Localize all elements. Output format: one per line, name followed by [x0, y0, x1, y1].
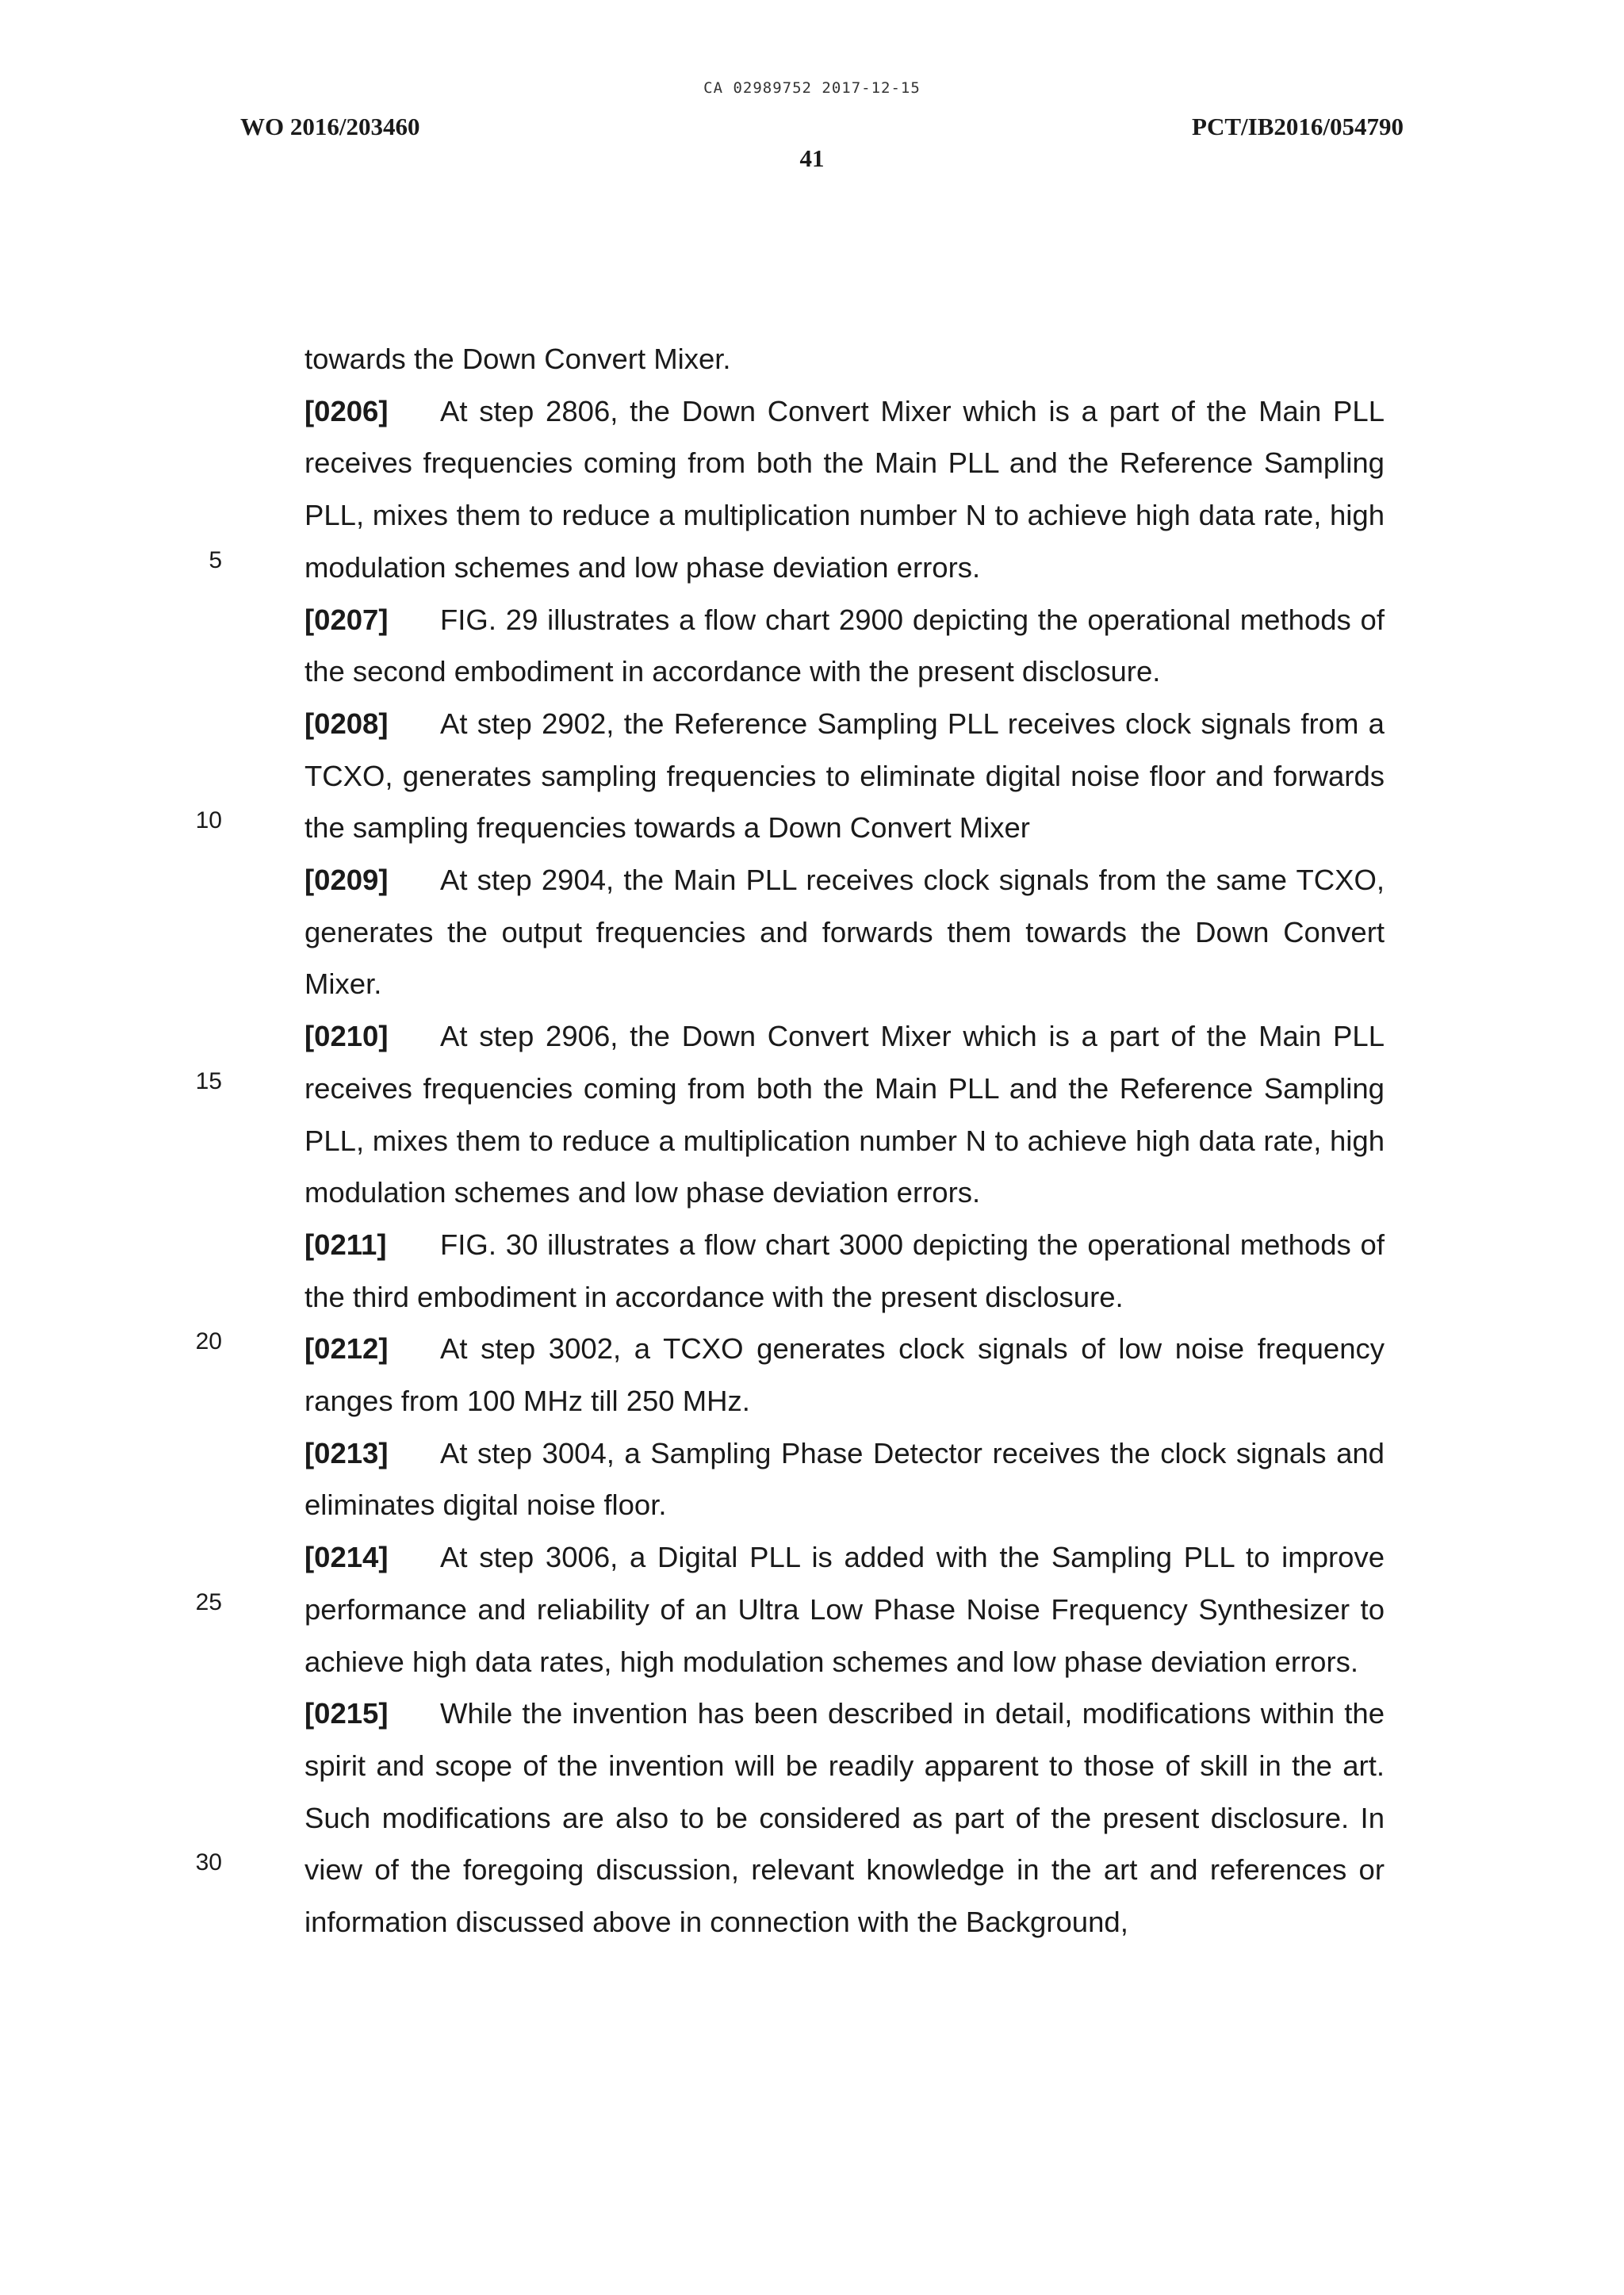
- paragraph-text: FIG. 29 illustrates a flow chart 2900 depicting the operational methods of the second embodiment in accordance with the present disclosure.: [304, 603, 1385, 688]
- line-number: 5: [209, 547, 222, 573]
- paragraph-text: While the invention has been described in detail, modifications within the spirit and scope of the invention will be readily apparent to those of skill in the art. Such modifications are also to be considered as part of the present disclosure. In view of the foregoing discussion, relevant knowledge in the art and references or information discussed above in connection with the Background,: [304, 1697, 1385, 1939]
- paragraph-0207: [304, 594, 1385, 698]
- paragraph-0209: [304, 854, 1385, 1010]
- paragraph-0211: [304, 1219, 1385, 1323]
- paragraph-number: [0208]: [304, 707, 389, 740]
- paragraph-number: [0207]: [304, 603, 389, 636]
- page-number: 41: [799, 144, 825, 172]
- paragraph-number: [0212]: [304, 1332, 389, 1366]
- line-number: 10: [195, 807, 222, 833]
- paragraph-continuation: [304, 333, 1385, 385]
- paragraph-text: At step 3006, a Digital PLL is added with the Sampling PLL to improve performance and reliability of an Ultra Low Phase Noise Frequency Synthesizer to achieve high data rates, high modulation schemes and low phase deviation errors.: [304, 1541, 1385, 1678]
- paragraph-0206: [304, 385, 1385, 594]
- paragraph-text: At step 2904, the Main PLL receives clock signals from the same TCXO, generates the output frequencies and forwards them towards the Down Convert Mixer.: [304, 864, 1385, 1001]
- description-body: [304, 333, 1385, 1948]
- line-number: 25: [195, 1589, 222, 1615]
- paragraph-text: At step 3004, a Sampling Phase Detector receives the clock signals and eliminates digital noise floor.: [304, 1436, 1385, 1522]
- paragraph-number: [0215]: [304, 1697, 389, 1730]
- paragraph-text: At step 3002, a TCXO generates clock signals of low noise frequency ranges from 100 MHz till 250 MHz.: [304, 1332, 1385, 1418]
- publication-number: WO 2016/203460: [240, 113, 420, 140]
- paragraph-number: [0209]: [304, 864, 389, 897]
- paragraph-text: At step 2806, the Down Convert Mixer which is a part of the Main PLL receives frequencies coming from both the Main PLL and the Reference Sampling PLL, mixes them to reduce a multiplication number N to achieve high data rate, high modulation schemes and low phase deviation errors.: [304, 394, 1385, 584]
- paragraph-0210: [304, 1010, 1385, 1219]
- paragraph-text: towards the Down Convert Mixer.: [304, 343, 731, 375]
- filing-stamp: CA 02989752 2017-12-15: [703, 79, 921, 97]
- paragraph-number: [0206]: [304, 394, 389, 427]
- line-number: 15: [195, 1068, 222, 1094]
- paragraph-0208: [304, 698, 1385, 854]
- paragraph-0214: [304, 1531, 1385, 1688]
- paragraph-0213: [304, 1427, 1385, 1531]
- paragraph-number: [0211]: [304, 1228, 387, 1261]
- paragraph-0215: [304, 1688, 1385, 1948]
- paragraph-text: At step 2906, the Down Convert Mixer which is a part of the Main PLL receives frequencies coming from both the Main PLL and the Reference Sampling PLL, mixes them to reduce a multiplication number N to achieve high data rate, high modulation schemes and low phase deviation errors.: [304, 1020, 1385, 1209]
- application-number: PCT/IB2016/054790: [1192, 113, 1404, 140]
- paragraph-0212: [304, 1323, 1385, 1427]
- paragraph-number: [0213]: [304, 1436, 389, 1469]
- paragraph-text: At step 2902, the Reference Sampling PLL receives clock signals from a TCXO, generates sampling frequencies to eliminate digital noise floor and forwards the sampling frequencies towards a Down Convert Mixer: [304, 707, 1385, 845]
- paragraph-number: [0214]: [304, 1541, 389, 1574]
- line-number: 20: [195, 1328, 222, 1354]
- paragraph-text: FIG. 30 illustrates a flow chart 3000 depicting the operational methods of the third embodiment in accordance with the present disclosure.: [304, 1228, 1385, 1313]
- paragraph-number: [0210]: [304, 1020, 389, 1053]
- line-number: 30: [195, 1849, 222, 1875]
